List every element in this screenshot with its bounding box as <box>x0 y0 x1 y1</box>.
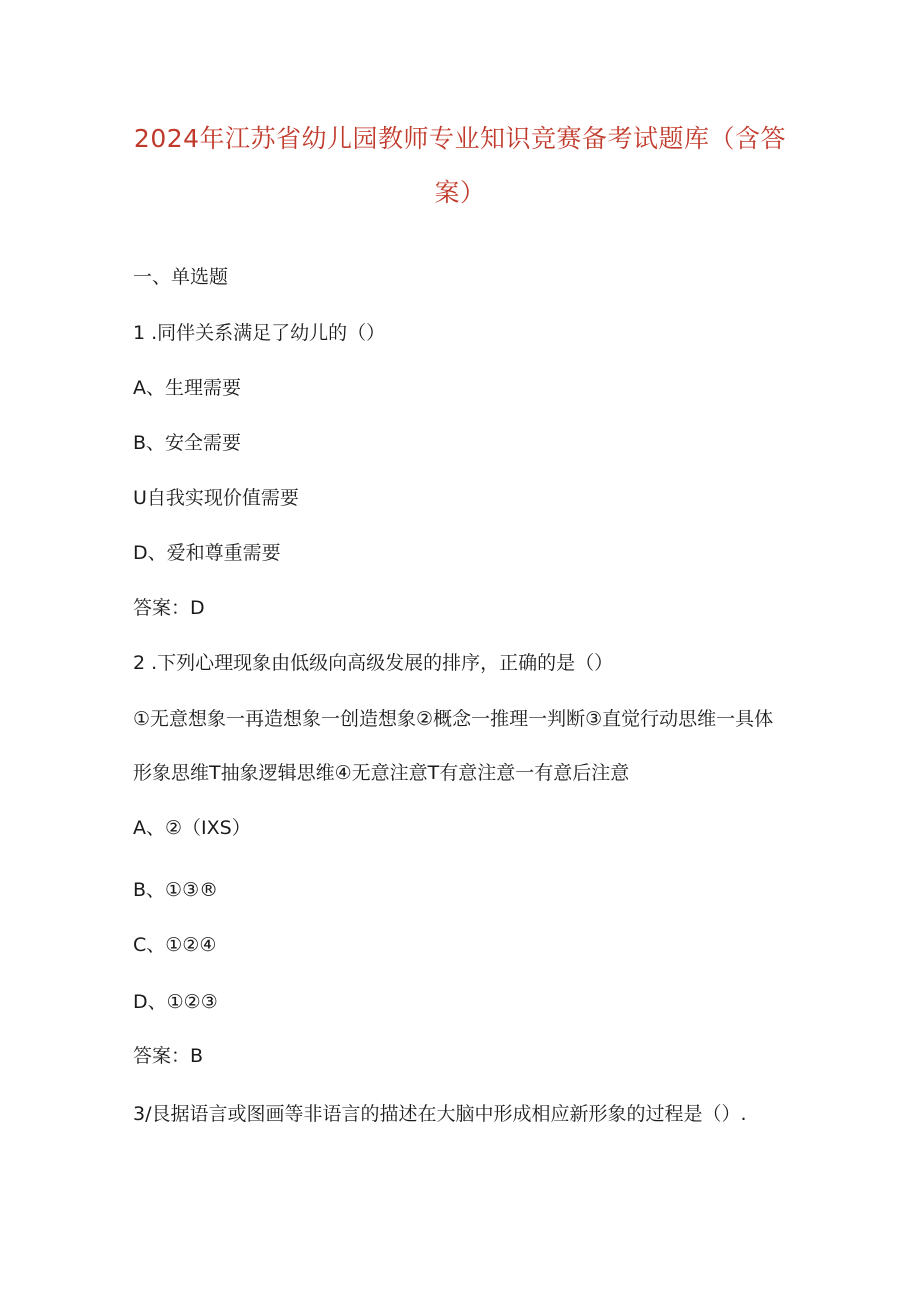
question-2-option-c: C、①②④ <box>133 934 217 956</box>
question-3-stem: 3/艮据语言或图画等非语言的描述在大脑中形成相应新形象的过程是（）. <box>133 1103 747 1125</box>
question-2-stem: 2 .下列心理现象由低级向高级发展的排序，正确的是（） <box>133 652 614 674</box>
question-2-answer: 答案：B <box>133 1045 204 1067</box>
question-1-stem: 1 .同伴关系满足了幼儿的（） <box>133 322 386 344</box>
question-1-answer: 答案：D <box>133 597 205 619</box>
question-1-option-b: B、安全需要 <box>133 432 242 454</box>
document-title: 2024年江苏省幼儿园教师专业知识竞赛备考试题库（含答案） <box>133 124 787 207</box>
question-1-option-a: A、生理需要 <box>133 377 241 399</box>
question-2-option-b: B、①③® <box>133 879 219 901</box>
question-2-option-a: A、②（IXS） <box>133 817 251 839</box>
question-1-option-c: U自我实现价值需要 <box>133 487 299 509</box>
question-2-stem-line-1: ①无意想象一再造想象一创造想象②概念一推理一判断③直觉行动思维一具体 <box>133 708 774 730</box>
section-heading: 一、单选题 <box>133 266 229 288</box>
question-2-stem-line-2: 形象思维T抽象逻辑思维④无意注意T有意注意一有意后注意 <box>133 762 630 784</box>
question-1-option-d: D、爱和尊重需要 <box>133 542 281 564</box>
question-2-option-d: D、①②③ <box>133 991 218 1013</box>
